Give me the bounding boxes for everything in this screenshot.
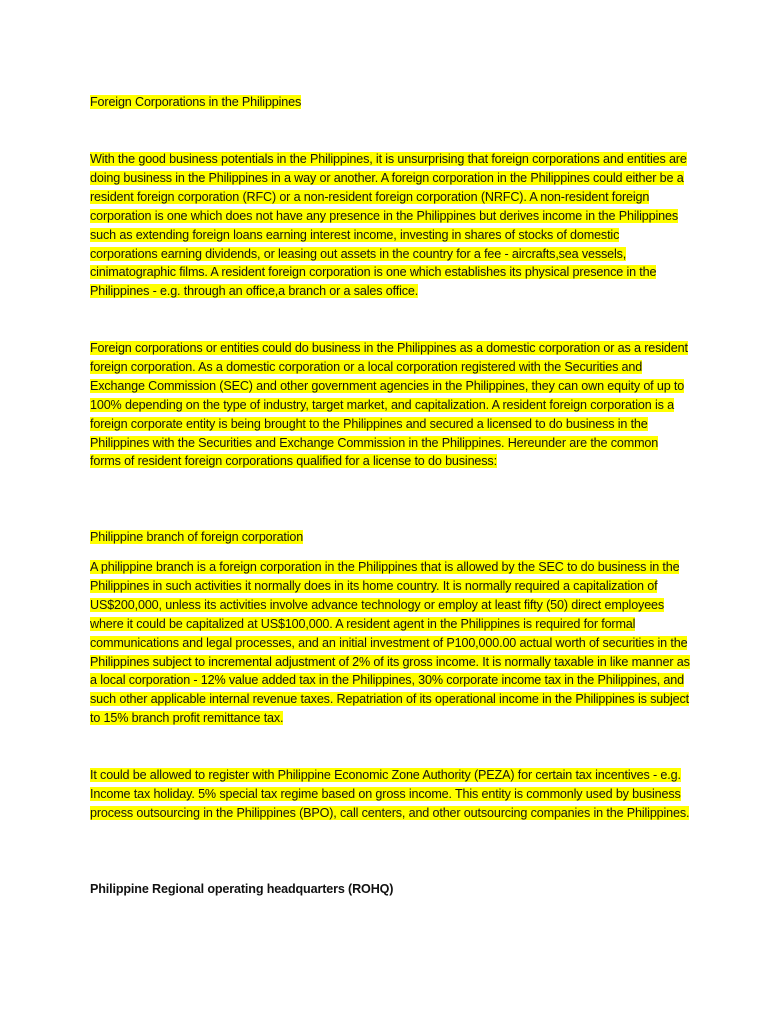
paragraph-peza-text: It could be allowed to register with Philippine Economic Zone Authority (PEZA) for certain tax incentives - e.g. Income tax holiday. 5% special tax regime based on gross income. This entity is commonly used by business process outsourcing in the Philippines (BPO), call centers, and other outsourcing companies in the Philippines. — [90, 768, 690, 820]
paragraph-branch-details — [90, 558, 690, 728]
paragraph-intro — [90, 150, 690, 301]
document-title-text: Foreign Corporations in the Philippines — [90, 95, 302, 109]
document-title — [90, 93, 690, 112]
paragraph-domestic-vs-resident — [90, 339, 690, 471]
paragraph-domestic-vs-resident-text: Foreign corporations or entities could do business in the Philippines as a domestic corporation or as a resident foreign corporation. As a domestic corporation or a local corporation registered with the Securities and Exchange Commission (SEC) and other government agencies in the Philippines, they can own equity of up to 100% depending on the type of industry, target market, and capitalization. A resident foreign corporation is a foreign corporate entity is being brought to the Philippines and secured a licensed to do business in the Philippines with the Securities and Exchange Commission in the Philippines. Hereunder are the common forms of resident foreign corporations qualified for a license to do business: — [90, 341, 688, 469]
heading-philippine-branch — [90, 528, 690, 547]
paragraph-branch-details-text: A philippine branch is a foreign corporation in the Philippines that is allowed by the SEC to do business in the Philippines in such activities it normally does in its home country. It is normally required a capitalization of US$200,000, unless its activities involve advance technology or employ at least fifty (50) direct employees where it could be capitalized at US$100,000. A resident agent in the Philippines is required for formal communications and legal processes, and an initial investment of P100,000.00 actual worth of securities in the Philippines subject to incremental adjustment of 2% of its gross income. It is normally taxable in like manner as a local corporation - 12% value added tax in the Philippines, 30% corporate income tax in the Philippines, and such other applicable internal revenue taxes. Repatriation of its operational income in the Philippines is subject to 15% branch profit remittance tax. — [90, 560, 690, 726]
heading-rohq: Philippine Regional operating headquarters (ROHQ) — [90, 882, 394, 896]
paragraph-peza — [90, 766, 690, 823]
heading-philippine-branch-text: Philippine branch of foreign corporation — [90, 530, 304, 544]
paragraph-intro-text: With the good business potentials in the Philippines, it is unsurprising that foreign corporations and entities are doing business in the Philippines in a way or another. A foreign corporation in the Philippines could either be a resident foreign corporation (RFC) or a non-resident foreign corporation (NRFC). A non-resident foreign corporation is one which does not have any presence in the Philippines but derives income in the Philippines such as extending foreign loans earning interest income, investing in shares of stocks of domestic corporations earning dividends, or leasing out assets in the country for a fee - aircrafts,sea vessels, cinimatographic films. A resident foreign corporation is one which establishes its physical presence in the Philippines - e.g. through an office,a branch or a sales office. — [90, 152, 687, 299]
